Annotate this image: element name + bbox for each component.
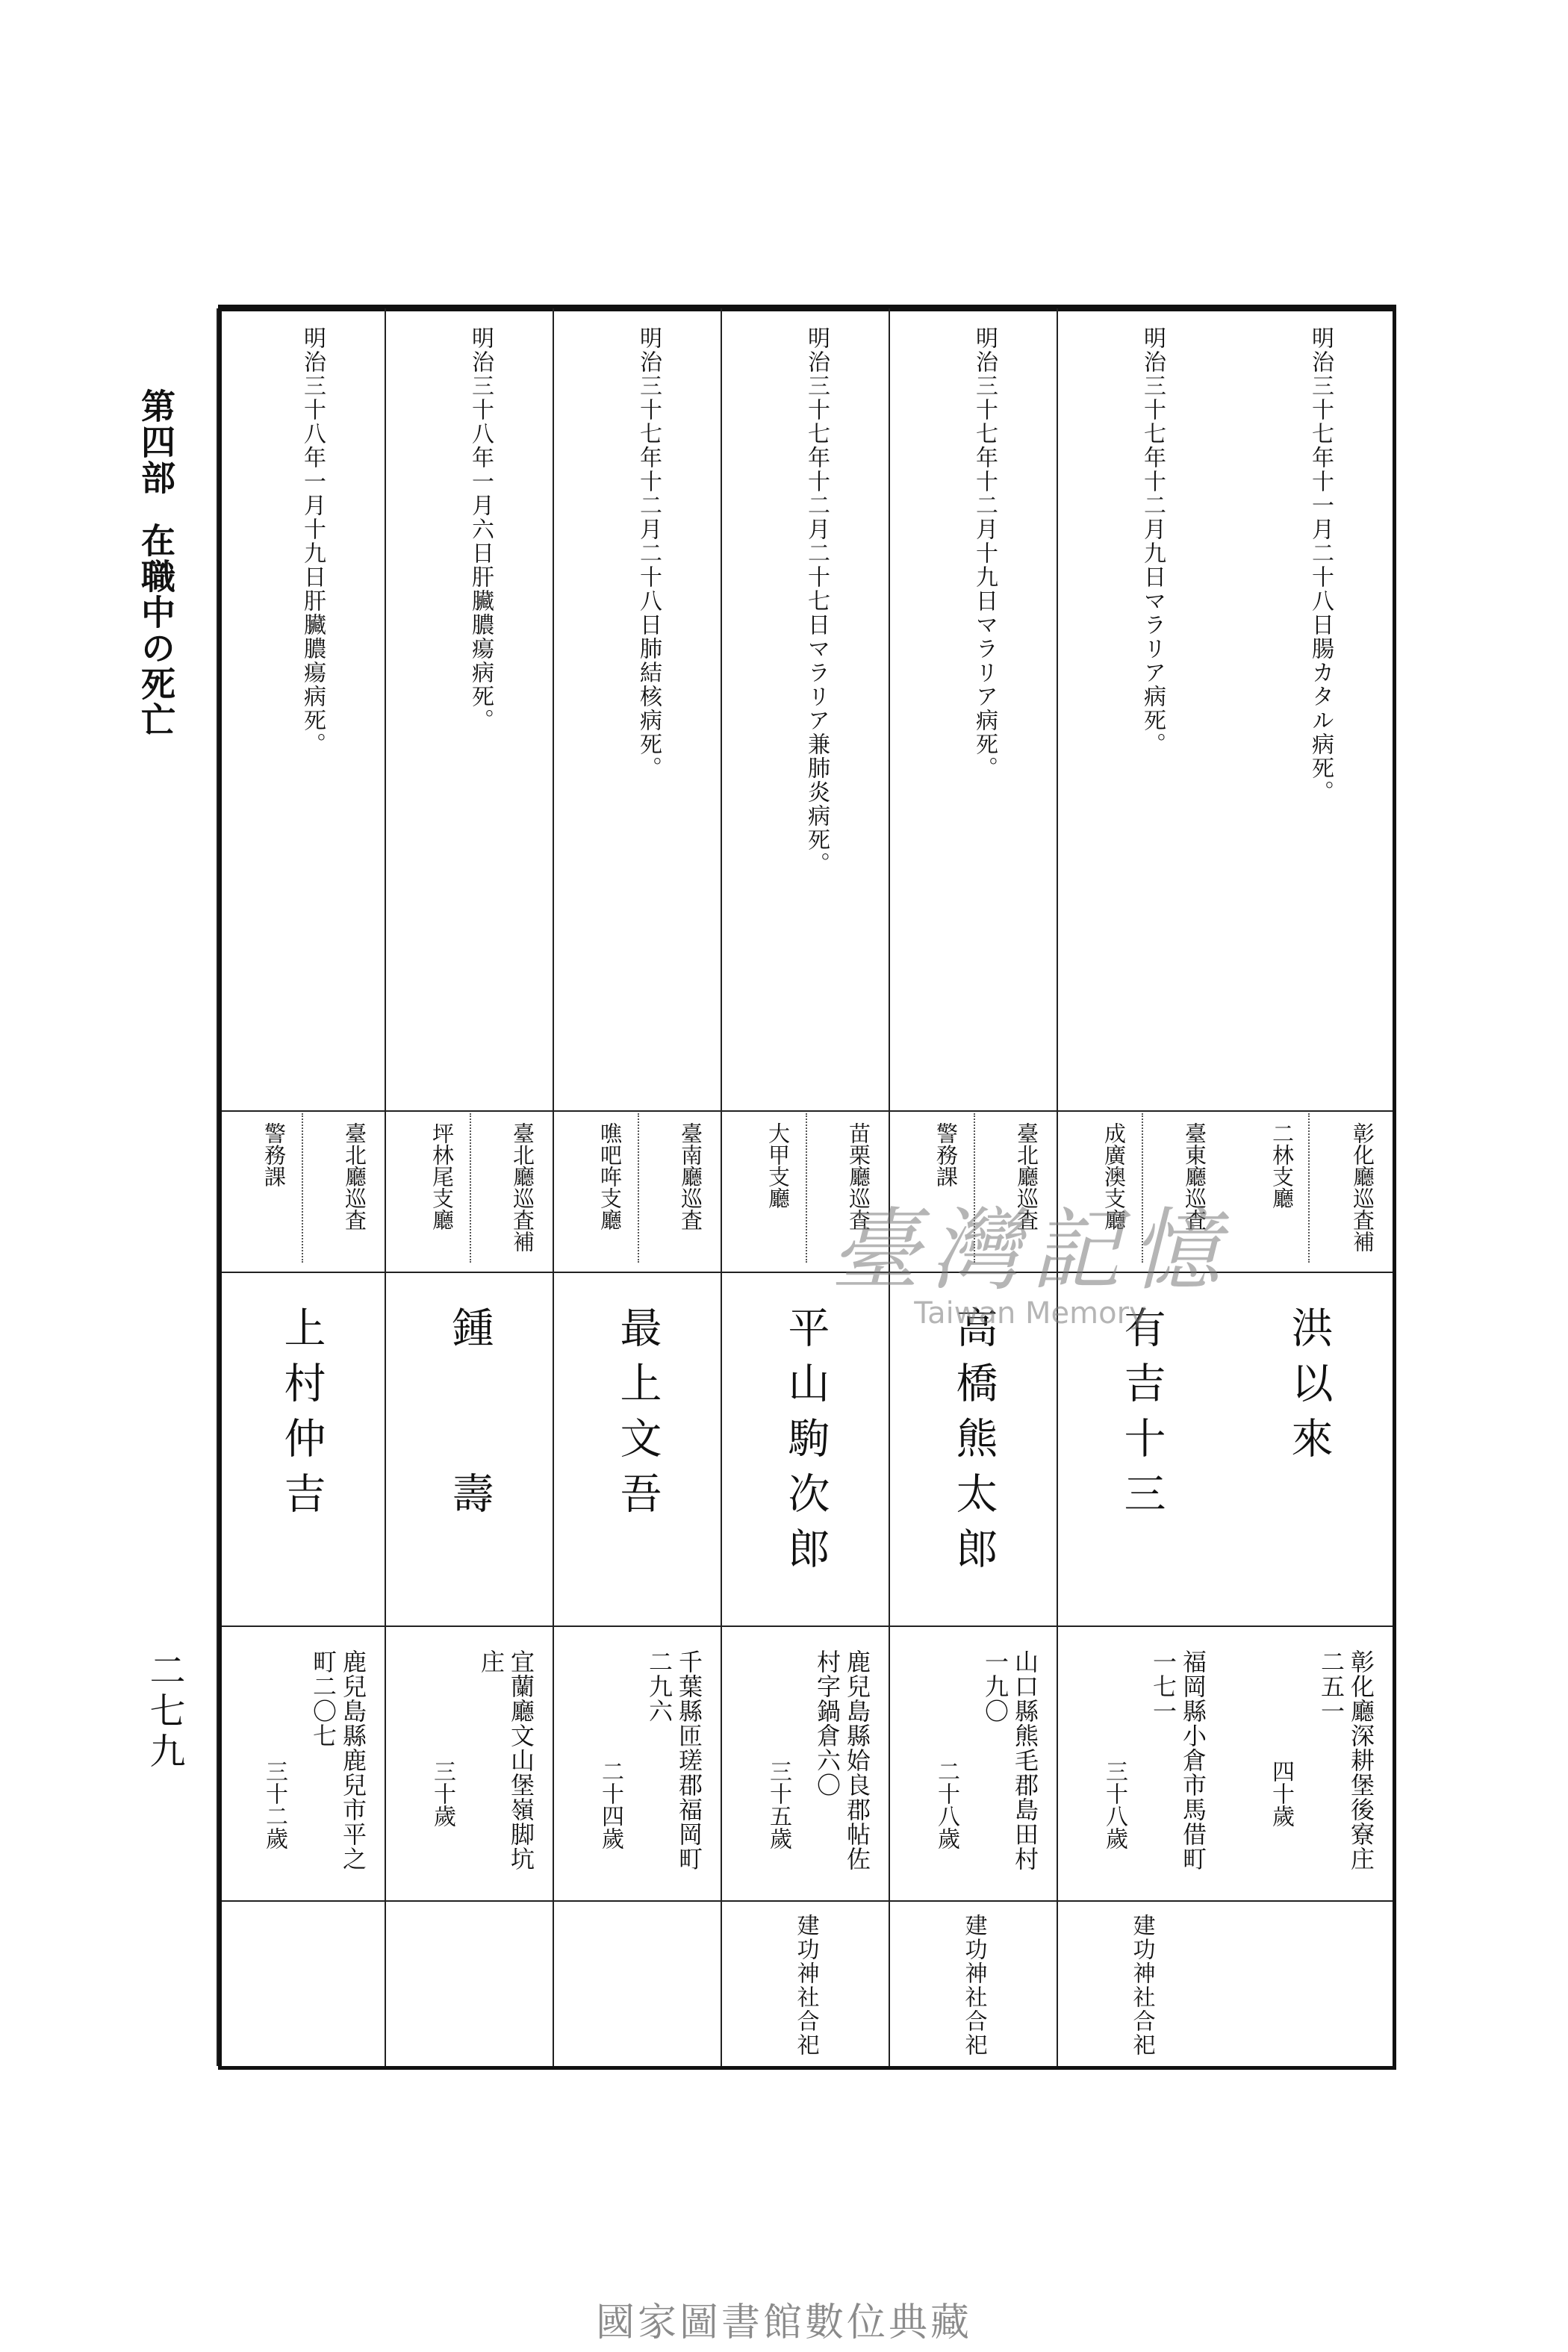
origin-address-continued: 二九六 bbox=[645, 1649, 673, 1723]
age: 二十八歲 bbox=[933, 1760, 959, 1849]
office-title: 苗栗廳巡査 bbox=[846, 1122, 871, 1231]
death-date-cause: 明治三十七年十二月二十八日肺結核病死。 bbox=[635, 326, 662, 780]
record-column bbox=[721, 308, 889, 2066]
office-title: 彰化廳巡査補 bbox=[1350, 1122, 1375, 1252]
assigned-post: 成廣澳支廳 bbox=[1101, 1122, 1127, 1231]
record-column bbox=[1057, 308, 1225, 2066]
assigned-post: 警務課 bbox=[933, 1122, 959, 1187]
origin-address: 鹿兒島縣姶良郡帖佐 bbox=[843, 1649, 871, 1871]
death-date-cause: 明治三十七年十一月二十八日腸カタル病死。 bbox=[1307, 326, 1334, 804]
assigned-post: 二林支廳 bbox=[1269, 1122, 1295, 1209]
enshrinement-note: 建功神社合祀 bbox=[1128, 1914, 1155, 2057]
origin-address-continued: 村字鍋倉六〇 bbox=[813, 1649, 841, 1797]
section-rule bbox=[222, 1110, 1393, 1112]
origin-address-continued: 庄 bbox=[477, 1649, 505, 1674]
age: 三十八歲 bbox=[1101, 1760, 1127, 1849]
part-label: 第四部 bbox=[136, 388, 176, 496]
watermark-english: Taiwan Memory bbox=[914, 1296, 1147, 1331]
records-table bbox=[218, 305, 1396, 2070]
enshrinement-note: 建功神社合祀 bbox=[792, 1914, 819, 2057]
assigned-post: 坪林尾支廳 bbox=[429, 1122, 455, 1231]
record-column bbox=[217, 308, 385, 2066]
origin-address: 山口縣熊毛郡島田村 bbox=[1011, 1649, 1039, 1871]
page-number: 二七九 bbox=[143, 1652, 185, 1773]
footer-credit: 國家圖書館數位典藏 bbox=[595, 2300, 972, 2345]
origin-address-continued: 町二〇七 bbox=[309, 1649, 337, 1748]
enshrinement-note: 建功神社合祀 bbox=[960, 1914, 987, 2057]
part-section-title bbox=[136, 388, 176, 738]
origin-address: 千葉縣匝瑳郡福岡町 bbox=[675, 1649, 703, 1871]
death-date-cause: 明治三十七年十二月二十七日マラリア兼肺炎病死。 bbox=[803, 326, 830, 876]
age: 三十歲 bbox=[429, 1760, 455, 1827]
watermark-chinese: 臺灣記憶 bbox=[830, 1199, 1231, 1303]
section-rule bbox=[222, 1900, 1393, 1902]
death-date-cause: 明治三十八年一月十九日肝臟膿瘍病死。 bbox=[299, 326, 326, 756]
section-label: 在職中の死亡 bbox=[136, 523, 176, 738]
person-name: 平山駒次郎 bbox=[781, 1306, 830, 1582]
assigned-post: 噍吧哖支廳 bbox=[597, 1122, 623, 1231]
record-column bbox=[385, 308, 553, 2066]
origin-address: 福岡縣小倉市馬借町 bbox=[1179, 1649, 1207, 1871]
office-title: 臺北廳巡査補 bbox=[510, 1122, 535, 1252]
age: 三十五歲 bbox=[765, 1760, 791, 1849]
person-name: 最上文吾 bbox=[613, 1306, 662, 1527]
assigned-post: 警務課 bbox=[261, 1122, 287, 1187]
dotted-divider bbox=[974, 1113, 975, 1263]
age: 三十二歲 bbox=[261, 1760, 287, 1849]
person-name: 上村仲吉 bbox=[277, 1306, 326, 1527]
dotted-divider bbox=[1142, 1113, 1143, 1263]
death-date-cause: 明治三十七年十二月十九日マラリア病死。 bbox=[971, 326, 998, 780]
office-title: 臺南廳巡査 bbox=[678, 1122, 703, 1231]
dotted-divider bbox=[806, 1113, 807, 1263]
origin-address: 彰化廳深耕堡後寮庄 bbox=[1347, 1649, 1375, 1871]
age: 四十歲 bbox=[1268, 1760, 1294, 1827]
death-date-cause: 明治三十八年一月六日肝臟膿瘍病死。 bbox=[467, 326, 494, 732]
record-column bbox=[889, 308, 1057, 2066]
office-title: 臺北廳巡査 bbox=[1014, 1122, 1039, 1231]
origin-address: 宜蘭廳文山堡嶺脚坑 bbox=[507, 1649, 535, 1871]
office-title: 臺東廳巡査 bbox=[1182, 1122, 1207, 1231]
person-name: 鍾 壽 bbox=[445, 1306, 494, 1527]
person-name: 洪以來 bbox=[1284, 1306, 1334, 1472]
dotted-divider bbox=[470, 1113, 471, 1263]
origin-address: 鹿兒島縣鹿兒市平之 bbox=[339, 1649, 367, 1871]
office-title: 臺北廳巡査 bbox=[342, 1122, 367, 1231]
origin-address-continued: 二五一 bbox=[1317, 1649, 1345, 1723]
person-name: 高橋熊太郎 bbox=[949, 1306, 998, 1582]
record-column bbox=[1225, 308, 1393, 2066]
section-rule bbox=[222, 1272, 1393, 1273]
death-date-cause: 明治三十七年十二月九日マラリア病死。 bbox=[1139, 326, 1166, 756]
dotted-divider bbox=[1308, 1113, 1310, 1263]
section-rule bbox=[222, 1625, 1393, 1627]
record-column bbox=[553, 308, 721, 2066]
assigned-post: 大甲支廳 bbox=[765, 1122, 791, 1209]
dotted-divider bbox=[302, 1113, 303, 1263]
dotted-divider bbox=[638, 1113, 639, 1263]
person-name: 有吉十三 bbox=[1117, 1306, 1166, 1527]
age: 二十四歲 bbox=[597, 1760, 623, 1849]
origin-address-continued: 一九〇 bbox=[981, 1649, 1009, 1723]
origin-address-continued: 一七一 bbox=[1149, 1649, 1177, 1723]
